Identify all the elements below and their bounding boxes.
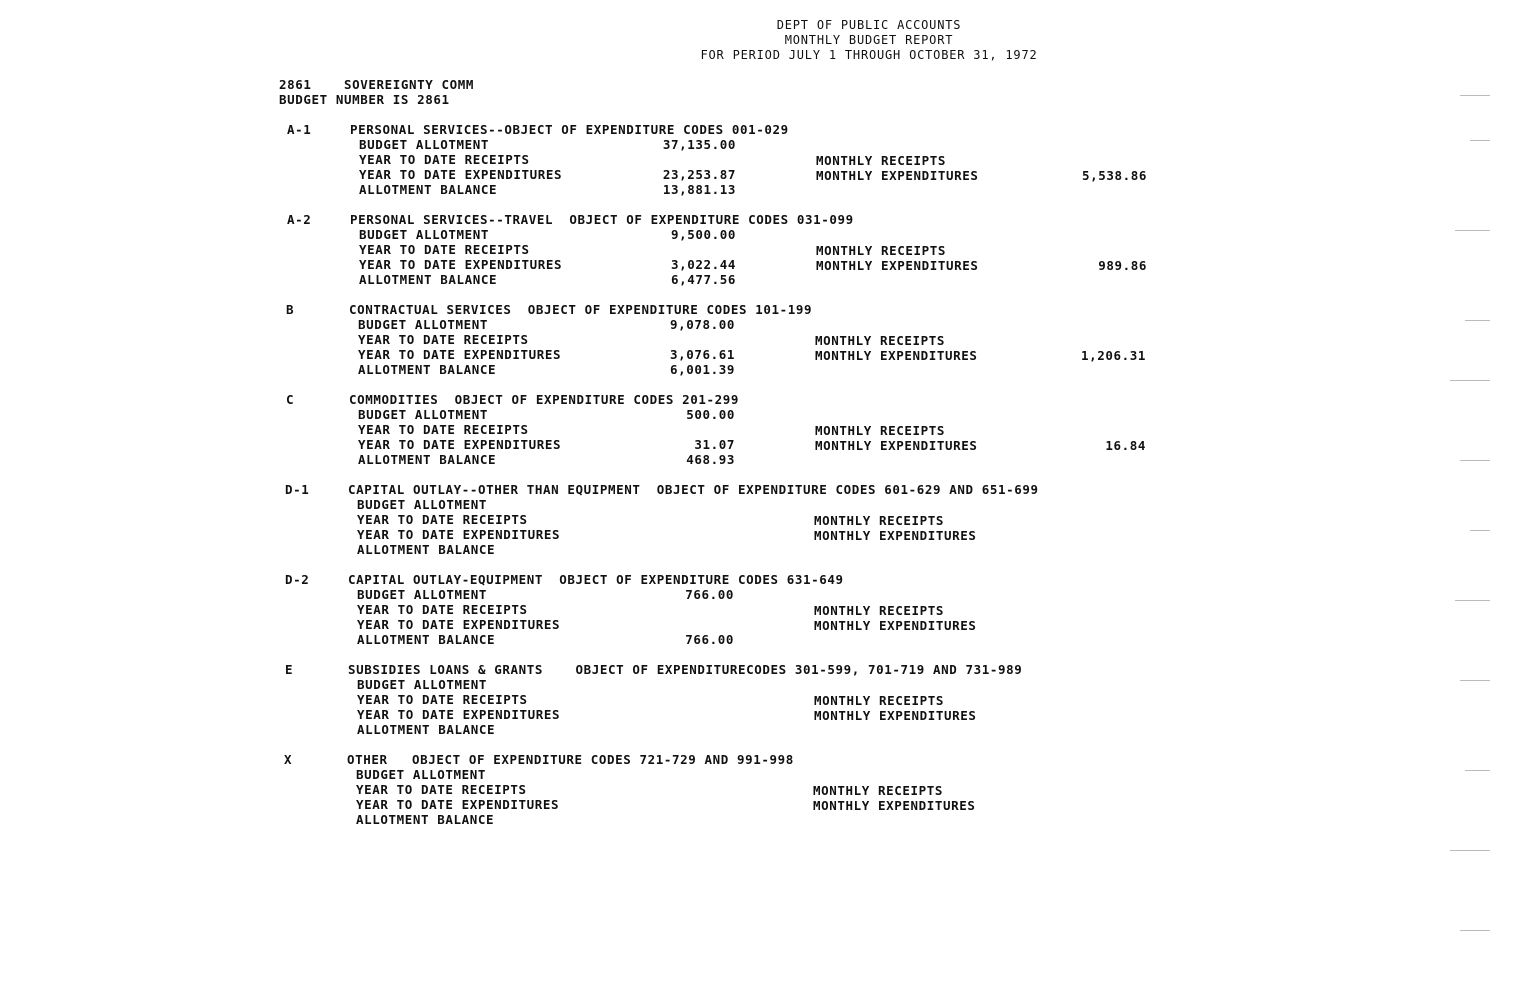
budget-section (0, 122, 1530, 212)
ytd-receipts-label: YEAR TO DATE RECEIPTS (358, 332, 529, 347)
budget-allotment-value: 9,078.00 (669, 317, 735, 332)
section-title: PERSONAL SERVICES--OBJECT OF EXPENDITURE CODES 001-029 (350, 122, 789, 137)
section-code: X (284, 752, 293, 767)
section-title: OTHER OBJECT OF EXPENDITURE CODES 721-729 AND 991-998 (347, 752, 794, 767)
section-title: CONTRACTUAL SERVICES OBJECT OF EXPENDITURE CODES 101-199 (349, 302, 813, 317)
budget-section (0, 752, 1527, 842)
section-code: C (286, 392, 295, 407)
allotment-balance-label: ALLOTMENT BALANCE (357, 632, 496, 647)
section-title: SUBSIDIES LOANS & GRANTS OBJECT OF EXPENDITURECODES 301-599, 701-719 AND 731-989 (348, 662, 1023, 677)
ytd-expenditures-value: 3,076.61 (669, 347, 735, 362)
monthly-receipts-label: MONTHLY RECEIPTS (814, 603, 945, 618)
section-code: A-1 (287, 122, 312, 137)
budget-section (0, 572, 1528, 662)
budget-section (0, 482, 1528, 572)
report-title: MONTHLY BUDGET REPORT (784, 33, 954, 47)
monthly-expenditures-value: 5,538.86 (1081, 168, 1147, 183)
ytd-expenditures-label: YEAR TO DATE EXPENDITURES (357, 707, 561, 722)
monthly-expenditures-label: MONTHLY EXPENDITURES (813, 798, 976, 813)
allotment-balance-label: ALLOTMENT BALANCE (357, 722, 496, 737)
ytd-expenditures-label: YEAR TO DATE EXPENDITURES (357, 527, 561, 542)
monthly-expenditures-label: MONTHLY EXPENDITURES (816, 168, 979, 183)
monthly-receipts-label: MONTHLY RECEIPTS (816, 153, 947, 168)
budget-number: BUDGET NUMBER IS 2861 (279, 92, 450, 107)
monthly-expenditures-label: MONTHLY EXPENDITURES (816, 258, 979, 273)
budget-section (0, 662, 1528, 752)
monthly-expenditures-label: MONTHLY EXPENDITURES (815, 348, 978, 363)
budget-allotment-value: 500.00 (686, 407, 735, 422)
section-code: D-2 (285, 572, 310, 587)
ytd-receipts-label: YEAR TO DATE RECEIPTS (357, 692, 528, 707)
ytd-receipts-label: YEAR TO DATE RECEIPTS (359, 152, 530, 167)
allotment-balance-label: ALLOTMENT BALANCE (359, 272, 498, 287)
report-department: DEPT OF PUBLIC ACCOUNTS (776, 18, 962, 32)
section-code: B (286, 302, 295, 317)
ytd-expenditures-label: YEAR TO DATE EXPENDITURES (356, 797, 560, 812)
budget-section (0, 302, 1529, 392)
monthly-expenditures-value: 989.86 (1098, 258, 1147, 273)
budget-allotment-value: 9,500.00 (670, 227, 736, 242)
monthly-expenditures-label: MONTHLY EXPENDITURES (814, 528, 977, 543)
ytd-expenditures-value: 3,022.44 (670, 257, 736, 272)
monthly-expenditures-value: 16.84 (1105, 438, 1146, 453)
ytd-expenditures-label: YEAR TO DATE EXPENDITURES (359, 167, 563, 182)
monthly-receipts-label: MONTHLY RECEIPTS (815, 423, 946, 438)
allotment-balance-value: 6,001.39 (669, 362, 735, 377)
monthly-expenditures-value: 1,206.31 (1080, 348, 1146, 363)
budget-allotment-value: 37,135.00 (662, 137, 736, 152)
monthly-receipts-label: MONTHLY RECEIPTS (816, 243, 947, 258)
budget-allotment-label: BUDGET ALLOTMENT (356, 767, 487, 782)
budget-allotment-label: BUDGET ALLOTMENT (359, 137, 490, 152)
monthly-expenditures-label: MONTHLY EXPENDITURES (814, 708, 977, 723)
allotment-balance-label: ALLOTMENT BALANCE (358, 452, 497, 467)
budget-allotment-label: BUDGET ALLOTMENT (358, 317, 489, 332)
ytd-expenditures-label: YEAR TO DATE EXPENDITURES (359, 257, 563, 272)
monthly-receipts-label: MONTHLY RECEIPTS (813, 783, 944, 798)
monthly-expenditures-label: MONTHLY EXPENDITURES (815, 438, 978, 453)
scan-edge-artifacts (1430, 80, 1500, 980)
agency-name: 2861 SOVEREIGNTY COMM (279, 77, 475, 92)
monthly-receipts-label: MONTHLY RECEIPTS (814, 693, 945, 708)
section-code: E (285, 662, 294, 677)
ytd-expenditures-label: YEAR TO DATE EXPENDITURES (357, 617, 561, 632)
ytd-receipts-label: YEAR TO DATE RECEIPTS (357, 602, 528, 617)
ytd-receipts-label: YEAR TO DATE RECEIPTS (359, 242, 530, 257)
ytd-receipts-label: YEAR TO DATE RECEIPTS (358, 422, 529, 437)
monthly-expenditures-label: MONTHLY EXPENDITURES (814, 618, 977, 633)
budget-section (0, 392, 1529, 482)
ytd-receipts-label: YEAR TO DATE RECEIPTS (357, 512, 528, 527)
ytd-expenditures-label: YEAR TO DATE EXPENDITURES (358, 347, 562, 362)
allotment-balance-value: 766.00 (685, 632, 734, 647)
section-title: COMMODITIES OBJECT OF EXPENDITURE CODES 201-299 (349, 392, 740, 407)
budget-allotment-label: BUDGET ALLOTMENT (358, 407, 489, 422)
section-code: D-1 (285, 482, 310, 497)
budget-allotment-label: BUDGET ALLOTMENT (357, 677, 488, 692)
allotment-balance-value: 6,477.56 (670, 272, 736, 287)
allotment-balance-label: ALLOTMENT BALANCE (357, 542, 496, 557)
monthly-receipts-label: MONTHLY RECEIPTS (814, 513, 945, 528)
allotment-balance-value: 468.93 (686, 452, 735, 467)
ytd-expenditures-value: 31.07 (694, 437, 735, 452)
ytd-expenditures-value: 23,253.87 (662, 167, 736, 182)
ytd-receipts-label: YEAR TO DATE RECEIPTS (356, 782, 527, 797)
allotment-balance-label: ALLOTMENT BALANCE (358, 362, 497, 377)
budget-allotment-value: 766.00 (685, 587, 734, 602)
allotment-balance-label: ALLOTMENT BALANCE (356, 812, 495, 827)
ytd-expenditures-label: YEAR TO DATE EXPENDITURES (358, 437, 562, 452)
report-period: FOR PERIOD JULY 1 THROUGH OCTOBER 31, 1972 (700, 48, 1038, 62)
allotment-balance-value: 13,881.13 (662, 182, 736, 197)
budget-allotment-label: BUDGET ALLOTMENT (357, 587, 488, 602)
budget-allotment-label: BUDGET ALLOTMENT (359, 227, 490, 242)
section-title: PERSONAL SERVICES--TRAVEL OBJECT OF EXPENDITURE CODES 031-099 (350, 212, 854, 227)
section-title: CAPITAL OUTLAY-EQUIPMENT OBJECT OF EXPENDITURE CODES 631-649 (348, 572, 844, 587)
budget-allotment-label: BUDGET ALLOTMENT (357, 497, 488, 512)
budget-section (0, 212, 1530, 302)
section-code: A-2 (287, 212, 312, 227)
allotment-balance-label: ALLOTMENT BALANCE (359, 182, 498, 197)
section-title: CAPITAL OUTLAY--OTHER THAN EQUIPMENT OBJECT OF EXPENDITURE CODES 601-629 AND 651-699 (348, 482, 1039, 497)
monthly-receipts-label: MONTHLY RECEIPTS (815, 333, 946, 348)
